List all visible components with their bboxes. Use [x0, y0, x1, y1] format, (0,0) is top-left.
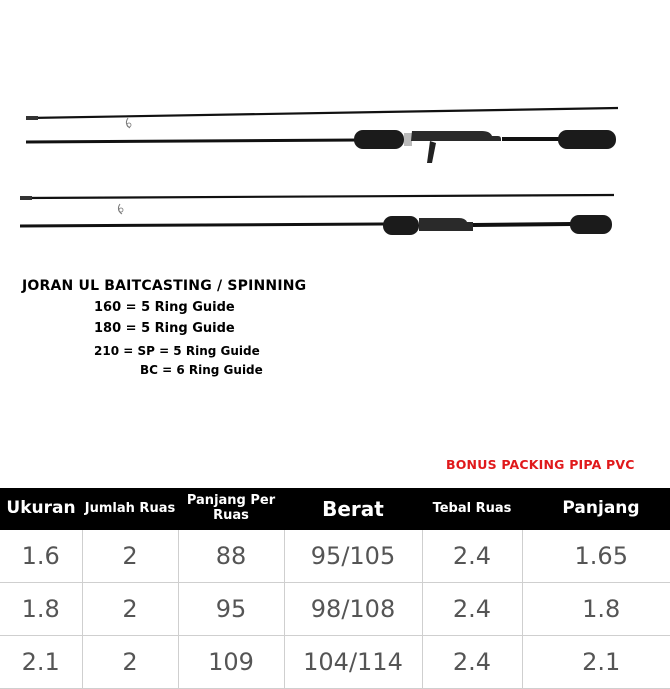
header-panjang-per-ruas: Panjang Per Ruas [178, 488, 284, 530]
bonus-packing-label: BONUS PACKING PIPA PVC [446, 457, 635, 472]
cell-ukuran: 1.8 [0, 583, 82, 636]
cell-ukuran: 2.1 [0, 636, 82, 689]
cell-jumlah-ruas: 2 [82, 583, 178, 636]
header-panjang: Panjang [522, 488, 670, 530]
header-berat: Berat [284, 488, 422, 530]
cell-panjang-per-ruas: 88 [178, 530, 284, 583]
spinning-rod-tip-section [20, 195, 614, 214]
cell-jumlah-ruas: 2 [82, 636, 178, 689]
cell-ukuran: 1.6 [0, 530, 82, 583]
table-row [0, 583, 670, 636]
cell-panjang-per-ruas: 109 [178, 636, 284, 689]
cell-panjang: 1.8 [522, 583, 670, 636]
fishing-rods-image [0, 0, 670, 260]
spinning-rod-butt-section [20, 215, 612, 235]
cell-berat: 95/105 [284, 530, 422, 583]
spec-line-180: 180 = 5 Ring Guide [94, 321, 235, 336]
table-row [0, 530, 670, 583]
cell-berat: 98/108 [284, 583, 422, 636]
header-jumlah-ruas: Jumlah Ruas [82, 488, 178, 530]
spec-line-160: 160 = 5 Ring Guide [94, 300, 235, 315]
baitcasting-rod-butt-section [26, 130, 616, 163]
cell-panjang: 1.65 [522, 530, 670, 583]
cell-berat: 104/114 [284, 636, 422, 689]
spec-line-210-sp: 210 = SP = 5 Ring Guide [94, 344, 260, 358]
table-header-row [0, 488, 670, 530]
cell-panjang: 2.1 [522, 636, 670, 689]
baitcasting-rod-tip-section [26, 108, 618, 128]
header-ukuran: Ukuran [0, 488, 82, 530]
cell-jumlah-ruas: 2 [82, 530, 178, 583]
rod-spec-title: JORAN UL BAITCASTING / SPINNING [22, 278, 307, 294]
table-row [0, 636, 670, 689]
cell-tebal-ruas: 2.4 [422, 583, 522, 636]
size-spec-table [0, 488, 670, 689]
header-tebal-ruas: Tebal Ruas [422, 488, 522, 530]
rod-specification-block [22, 278, 307, 377]
spec-line-210-bc: BC = 6 Ring Guide [140, 363, 263, 377]
cell-tebal-ruas: 2.4 [422, 530, 522, 583]
cell-tebal-ruas: 2.4 [422, 636, 522, 689]
cell-panjang-per-ruas: 95 [178, 583, 284, 636]
